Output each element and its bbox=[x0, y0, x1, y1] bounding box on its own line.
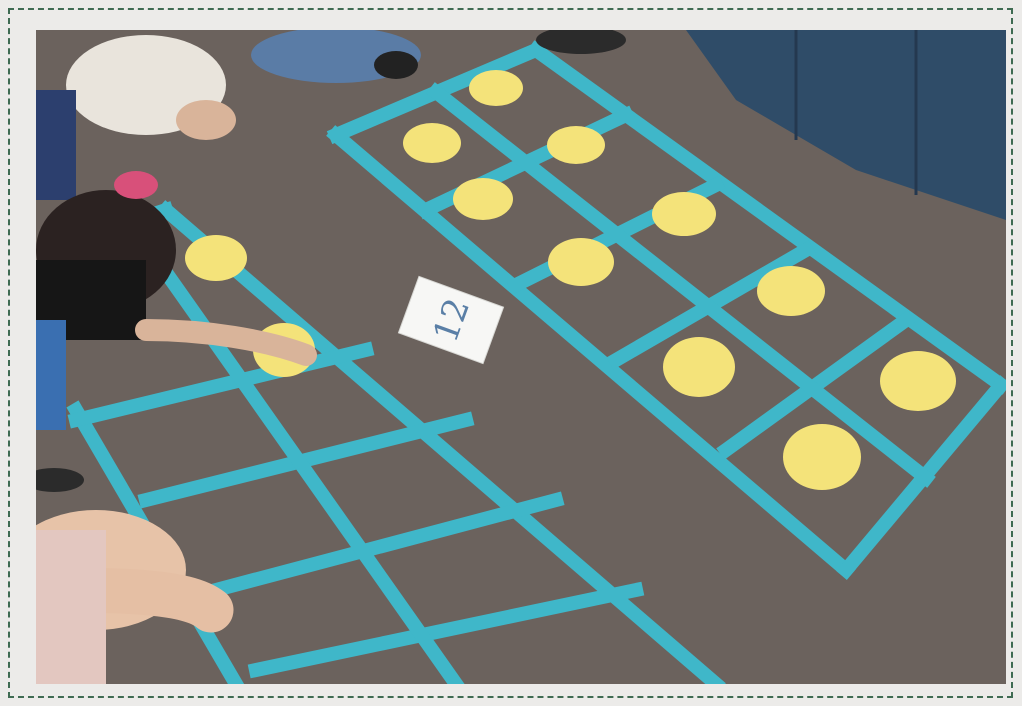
photo-scene bbox=[36, 30, 1006, 684]
number-card-label: 12 bbox=[425, 293, 479, 348]
classroom-photo bbox=[36, 30, 1006, 684]
